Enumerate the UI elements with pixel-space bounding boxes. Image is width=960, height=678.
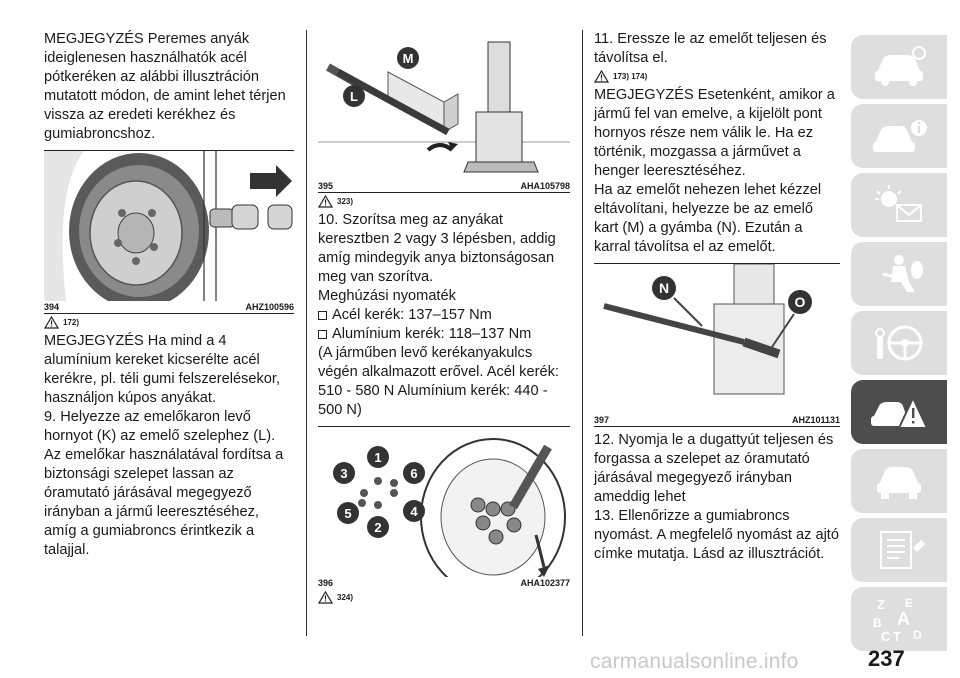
emergency-warning-icon <box>869 390 929 434</box>
column-2 <box>318 32 570 607</box>
chapter-tabs <box>851 35 960 656</box>
note-hornyos-resz: MEGJEGYZÉS Esetenként, amikor a jármű fel van emelve, a kijelölt pont hornyos része nem válik le. Ha ez történik, mozgassa a járművet a henger leeresztéséhez. <box>594 87 835 179</box>
figure-396-number: 396 <box>318 578 334 588</box>
figure-395-caption <box>318 180 570 193</box>
figure-397-caption <box>594 414 840 427</box>
figure-397-number: 397 <box>594 415 610 425</box>
nut-order-3: 3 <box>340 466 348 481</box>
figure-396-caption <box>318 577 570 589</box>
label-n: N <box>658 280 670 296</box>
figure-394-code: AHZ100596 <box>245 302 294 312</box>
nut-order-2: 2 <box>374 520 382 535</box>
alphabet-index-icon <box>867 593 931 645</box>
figure-394 <box>44 150 294 314</box>
bullet-square-icon <box>318 330 327 339</box>
tab-service-maintenance[interactable] <box>851 449 947 513</box>
warning-reference-label: 323) <box>337 197 354 206</box>
svg-text:A: A <box>897 609 910 629</box>
figure-394-number: 394 <box>44 302 60 312</box>
figure-397 <box>594 263 840 427</box>
warning-triangle-icon <box>318 591 333 604</box>
force-note: (A járműben levő kerékanyakulcs végén alkalmazott erővel. Acél kerék: 510 - 580 N Alumínium kerék: 440 - 500 N) <box>318 345 559 418</box>
car-info-icon <box>869 114 929 158</box>
bullet-square-icon <box>318 311 327 320</box>
torque-aluminium: Alumínium kerék: 118–137 Nm <box>318 325 570 344</box>
column-divider-2 <box>582 30 583 636</box>
warning-triangle-icon <box>44 316 59 329</box>
svg-text:D: D <box>913 628 922 642</box>
svg-text:E: E <box>905 596 914 610</box>
warning-reference-173-174[interactable] <box>594 70 840 83</box>
note-aluminium-kerek: MEGJEGYZÉS Ha mind a 4 alumínium kereket kicserélte acél kerékre, pl. téli gumi felszerelésekor, használjon kúpos anyákat. <box>44 333 281 406</box>
note-emelo-eltavolitas: Ha az emelőt nehezen lehet kézzel eltávolítani, helyezze be az emelő kart (M) a gyámba (N). Ezután a karral távolítsa el az emelőt. <box>594 182 822 255</box>
svg-text:B: B <box>873 616 882 630</box>
torque-heading: Meghúzási nyomaték <box>318 288 456 304</box>
steering-key-icon <box>869 321 929 365</box>
tab-safety[interactable] <box>851 242 947 306</box>
step-10: 10. Szorítsa meg az anyákat keresztben 2 vagy 3 lépésben, addig amíg mindegyik anya biztonságosan meg van szorítva. <box>318 212 556 285</box>
figure-395 <box>318 32 570 193</box>
checklist-icon <box>869 528 929 572</box>
tab-car-overview[interactable] <box>851 35 947 99</box>
tab-technical-data[interactable] <box>851 518 947 582</box>
nut-order-6: 6 <box>410 466 418 481</box>
column-3 <box>594 30 840 564</box>
svg-text:T: T <box>893 629 901 644</box>
warning-reference-label: 173) 174) <box>613 72 648 81</box>
car-service-icon <box>869 459 929 503</box>
svg-text:C: C <box>881 629 891 644</box>
step-13: 13. Ellenőrizze a gumiabroncs nyomást. A megfelelő nyomást az ajtó címke mutatja. Lásd az illusztrációt. <box>594 508 839 562</box>
column-divider-1 <box>306 30 307 636</box>
tab-car-info[interactable] <box>851 104 947 168</box>
note-peremes-anyak: MEGJEGYZÉS Peremes anyák ideiglenesen használhatók acél pótkeréken az alábbi illusztráción mutatott módon, de amint lehet térjen vissza az eredeti kerékhez és gumiabroncshoz. <box>44 31 286 142</box>
car-icon <box>869 45 929 89</box>
airbag-seat-icon <box>869 252 929 296</box>
tab-dashboard-lights[interactable] <box>851 173 947 237</box>
watermark: carmanualsonline.info <box>590 650 799 673</box>
warning-reference-323[interactable] <box>318 195 570 208</box>
warning-triangle-icon <box>594 70 609 83</box>
warning-reference-label: 172) <box>63 318 80 327</box>
nut-order-1: 1 <box>374 450 382 465</box>
tab-index[interactable] <box>851 587 947 651</box>
dashboard-lights-icon <box>869 183 929 227</box>
figure-396-code: AHA102377 <box>520 578 570 588</box>
step-12: 12. Nyomja le a dugattyút teljesen és forgassa a szelepet az óramutató járásával megegyező irányban ameddig lehet <box>594 432 834 505</box>
warning-reference-label: 324) <box>337 593 354 602</box>
step-11: 11. Eressze le az emelőt teljesen és távolítsa el. <box>594 31 827 66</box>
tab-starting-driving[interactable] <box>851 311 947 375</box>
torque-steel: Acél kerék: 137–157 Nm <box>318 306 570 325</box>
label-o: O <box>794 294 806 310</box>
figure-396 <box>318 426 570 589</box>
figure-397-illustration <box>594 264 840 414</box>
figure-396-illustration <box>318 427 570 577</box>
figure-395-code: AHA105798 <box>520 181 570 191</box>
figure-395-number: 395 <box>318 181 334 191</box>
figure-394-caption <box>44 301 294 314</box>
warning-triangle-icon <box>318 195 333 208</box>
svg-text:Z: Z <box>877 597 885 612</box>
label-l: L <box>350 89 358 104</box>
tab-emergency[interactable] <box>851 380 947 444</box>
warning-reference-172[interactable] <box>44 316 294 329</box>
column-1 <box>44 30 294 560</box>
warning-reference-324[interactable] <box>318 591 570 604</box>
nut-order-5: 5 <box>344 506 352 521</box>
figure-397-code: AHZ101131 <box>791 415 840 425</box>
nut-order-4: 4 <box>410 504 418 519</box>
figure-395-illustration <box>318 32 570 180</box>
step-9: 9. Helyezze az emelőkaron levő hornyot (K) az emelő szelephez (L). Az emelőkar használatával fordítsa a biztonsági szelepet lassan az óramutató járásával megegyező irányban a jármű leeresztéséhez, amíg a gumiabroncs érintkezik a talajjal. <box>44 409 284 558</box>
label-m: M <box>402 51 414 66</box>
page-number: 237 <box>868 646 905 671</box>
figure-394-illustration <box>44 151 294 301</box>
